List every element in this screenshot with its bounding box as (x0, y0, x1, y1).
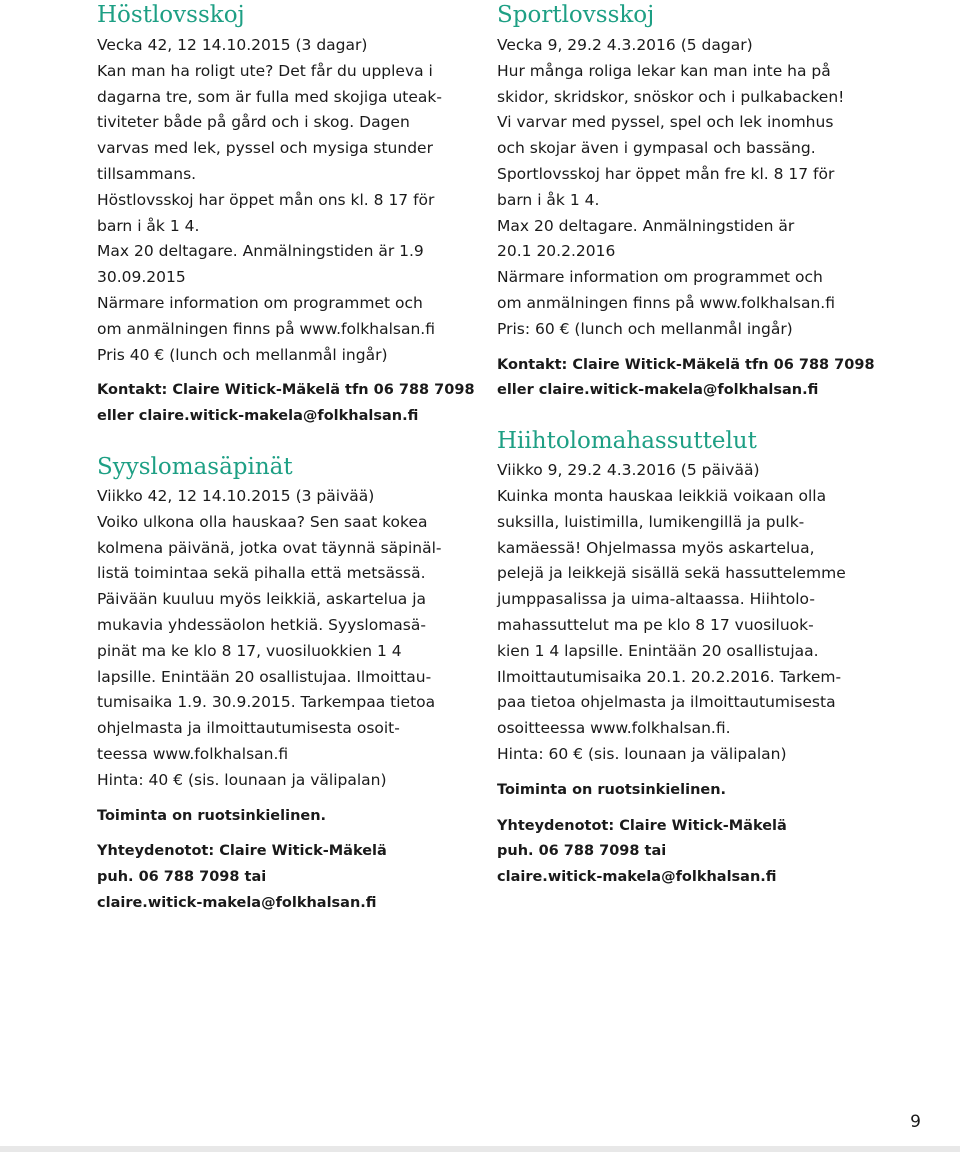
contact-line: claire.witick-makela@folkhalsan.fi (97, 894, 377, 911)
text-line: Hinta: 60 € (sis. lounaan ja välipalan) (497, 744, 787, 763)
text-line: Päivään kuuluu myös leikkiä, askartelua ja (97, 590, 427, 609)
text-line: tillsammans. (97, 164, 197, 183)
text-line: 30.09.2015 (97, 268, 186, 287)
section-body-hostlovsskoj (97, 33, 477, 368)
text-line: Pris 40 € (lunch och mellanmål ingår) (97, 345, 388, 364)
contact-line: claire.witick-makela@folkhalsan.fi (497, 869, 777, 886)
contact-line: puh. 06 788 7098 tai (497, 843, 667, 860)
text-line: listä toimintaa sekä pihalla että metsässä. (97, 564, 426, 583)
text-line: ohjelmasta ja ilmoittautumisesta osoit- (97, 719, 400, 738)
text-line: Voiko ulkona olla hauskaa? Sen saat kokea (97, 512, 428, 531)
contact-block-sportlovsskoj (497, 353, 877, 405)
contact-line: eller claire.witick-makela@folkhalsan.fi (497, 382, 819, 399)
text-line: kien 1 4 lapsille. Enintään 20 osallistujaa. (497, 641, 819, 660)
text-line: Vecka 42, 12 14.10.2015 (3 dagar) (97, 36, 368, 54)
text-line: suksilla, luistimilla, lumikengillä ja pulk- (497, 512, 805, 531)
contact-line: Yhteydenotot: Claire Witick-Mäkelä (497, 817, 787, 834)
contact-block-hiihtolomahassuttelut (497, 814, 877, 891)
section-body-syyslomasapinat (97, 484, 477, 794)
right-column (497, 0, 877, 891)
text-line: skidor, skridskor, snöskor och i pulkabacken! (497, 87, 845, 106)
text-line: mukavia yhdessäolon hetkiä. Syyslomasä- (97, 615, 426, 634)
text-line: paa tietoa ohjelmasta ja ilmoittautumisesta (497, 693, 836, 712)
language-note: Toiminta on ruotsinkielinen. (497, 781, 727, 798)
text-line: pinät ma ke klo 8 17, vuosiluokkien 1 4 (97, 641, 402, 660)
text-line: Vi varvar med pyssel, spel och lek inomhus (497, 113, 834, 132)
text-line: Viikko 9, 29.2 4.3.2016 (5 päivää) (497, 461, 760, 480)
text-line: tiviteter både på gård och i skog. Dagen (97, 113, 410, 132)
text-line: kolmena päivänä, jotka ovat täynnä säpinäl- (97, 538, 442, 557)
text-line: Närmare information om programmet och (497, 268, 823, 287)
section-title-hostlovsskoj: Höstlovsskoj (97, 2, 245, 28)
text-line: jumppasalissa ja uima-altaassa. Hiihtolo- (497, 590, 815, 609)
text-line: Ilmoittautumisaika 20.1. 20.2.2016. Tarkem- (497, 667, 842, 686)
text-line: och skojar även i gympasal och bassäng. (497, 139, 816, 158)
contact-line: Kontakt: Claire Witick-Mäkelä tfn 06 788 7098 (497, 356, 875, 373)
text-line: teessa www.folkhalsan.fi (97, 744, 289, 763)
contact-block-hostlovsskoj (97, 378, 477, 430)
text-line: Viikko 42, 12 14.10.2015 (3 päivää) (97, 486, 375, 505)
text-line: om anmälningen finns på www.folkhalsan.fi (97, 319, 435, 338)
text-line: Pris: 60 € (lunch och mellanmål ingår) (497, 319, 793, 338)
bottom-divider (0, 1146, 960, 1152)
contact-line: Yhteydenotot: Claire Witick-Mäkelä (97, 843, 387, 860)
text-line: Sportlovsskoj har öppet mån fre kl. 8 17 för (497, 164, 835, 183)
text-line: kamäessä! Ohjelmassa myös askartelua, (497, 538, 815, 557)
text-line: om anmälningen finns på www.folkhalsan.fi (497, 293, 835, 312)
text-line: barn i åk 1 4. (97, 216, 200, 235)
text-line: mahassuttelut ma pe klo 8 17 vuosiluok- (497, 615, 814, 634)
text-line: tumisaika 1.9. 30.9.2015. Tarkempaa tietoa (97, 693, 436, 712)
text-line: Hinta: 40 € (sis. lounaan ja välipalan) (97, 770, 387, 789)
page-number: 9 (910, 1112, 921, 1132)
section-title-syyslomasapinat: Syyslomasäpinät (97, 453, 293, 480)
section-title-hiihtolomahassuttelut: Hiihtolomahassuttelut (497, 428, 757, 455)
text-line: Närmare information om programmet och (97, 293, 423, 312)
left-column (97, 0, 477, 917)
text-line: osoitteessa www.folkhalsan.fi. (497, 719, 731, 738)
text-line: barn i åk 1 4. (497, 190, 600, 209)
language-note: Toiminta on ruotsinkielinen. (97, 807, 327, 824)
text-line: 20.1 20.2.2016 (497, 242, 616, 261)
contact-line: puh. 06 788 7098 tai (97, 869, 267, 886)
contact-block-syyslomasapinat (97, 839, 477, 916)
text-line: varvas med lek, pyssel och mysiga stunder (97, 139, 433, 158)
text-line: pelejä ja leikkejä sisällä sekä hassuttelemme (497, 564, 846, 583)
section-title-sportlovsskoj: Sportlovsskoj (497, 2, 655, 28)
text-line: Max 20 deltagare. Anmälningstiden är 1.9 (97, 242, 424, 261)
text-line: Hur många roliga lekar kan man inte ha på (497, 61, 831, 80)
text-line: Kuinka monta hauskaa leikkiä voikaan olla (497, 486, 827, 505)
section-body-hiihtolomahassuttelut (497, 458, 877, 768)
text-line: Kan man ha roligt ute? Det får du uppleva i (97, 61, 433, 80)
text-line: Vecka 9, 29.2 4.3.2016 (5 dagar) (497, 36, 753, 54)
contact-line: Kontakt: Claire Witick-Mäkelä tfn 06 788 7098 (97, 382, 475, 399)
text-line: dagarna tre, som är fulla med skojiga uteak- (97, 87, 442, 106)
text-line: lapsille. Enintään 20 osallistujaa. Ilmoittau- (97, 667, 432, 686)
text-line: Max 20 deltagare. Anmälningstiden är (497, 216, 795, 235)
section-body-sportlovsskoj (497, 33, 877, 343)
text-line: Höstlovsskoj har öppet mån ons kl. 8 17 för (97, 190, 435, 209)
contact-line: eller claire.witick-makela@folkhalsan.fi (97, 408, 419, 425)
